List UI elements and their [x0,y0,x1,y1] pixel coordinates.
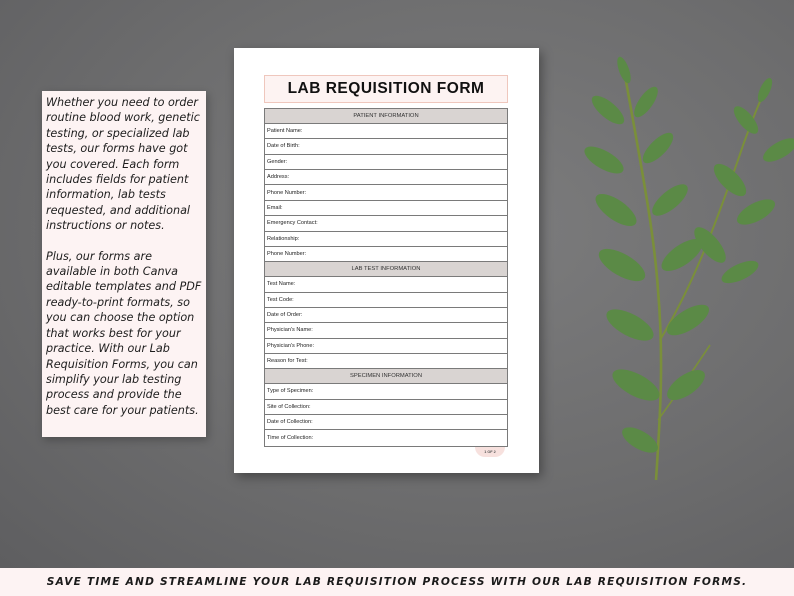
field-relationship[interactable]: Relationship: [265,232,507,247]
field-date-of-collection[interactable]: Date of Collection: [265,415,507,430]
form-title-box [264,75,508,103]
form-table [264,108,508,447]
field-gender[interactable]: Gender: [265,155,507,170]
field-phone-number[interactable]: Phone Number: [265,185,507,200]
section-heading-lab-test: LAB TEST INFORMATION [265,262,507,277]
form-title: LAB REQUISITION FORM [287,80,485,97]
eucalyptus-branch-image [560,40,794,500]
section-heading-patient: PATIENT INFORMATION [265,109,507,124]
field-physician-name[interactable]: Physician's Name: [265,323,507,338]
description-card [42,91,206,437]
field-physician-phone[interactable]: Physician's Phone: [265,339,507,354]
description-paragraph-1: Whether you need to order routine blood work, genetic testing, or specialized lab tests, our forms have got you covered. Each form includes fields for patient information, lab tests requested, and additional instructions or notes. [46,96,200,233]
field-patient-name[interactable]: Patient Name: [265,124,507,139]
footer-banner [0,568,794,596]
field-address[interactable]: Address: [265,170,507,185]
section-heading-specimen: SPECIMEN INFORMATION [265,369,507,384]
field-test-name[interactable]: Test Name: [265,277,507,292]
field-date-of-order[interactable]: Date of Order: [265,308,507,323]
field-emergency-phone[interactable]: Phone Number: [265,247,507,262]
field-time-of-collection[interactable]: Time of Collection: [267,435,314,442]
field-reason-for-test[interactable]: Reason for Test: [265,354,507,369]
form-sheet [234,48,539,473]
field-site-of-collection[interactable]: Site of Collection: [265,400,507,415]
field-date-of-birth[interactable]: Date of Birth: [265,139,507,154]
field-email[interactable]: Email: [265,201,507,216]
footer-tagline: SAVE TIME AND STREAMLINE YOUR LAB REQUISITION PROCESS WITH OUR LAB REQUISITION FORMS. [46,576,748,588]
field-type-of-specimen[interactable]: Type of Specimen: [265,384,507,399]
description-paragraph-2: Plus, our forms are available in both Canva editable templates and PDF ready-to-print formats, so you can choose the option that works best for your practice. With our Lab Requisition Forms, you can simplify your lab testing process and provide the best care for your patients. [46,249,202,417]
field-test-code[interactable]: Test Code: [265,293,507,308]
field-emergency-contact[interactable]: Emergency Contact: [265,216,507,231]
page-number-badge: 1 OF 2 [475,447,505,457]
